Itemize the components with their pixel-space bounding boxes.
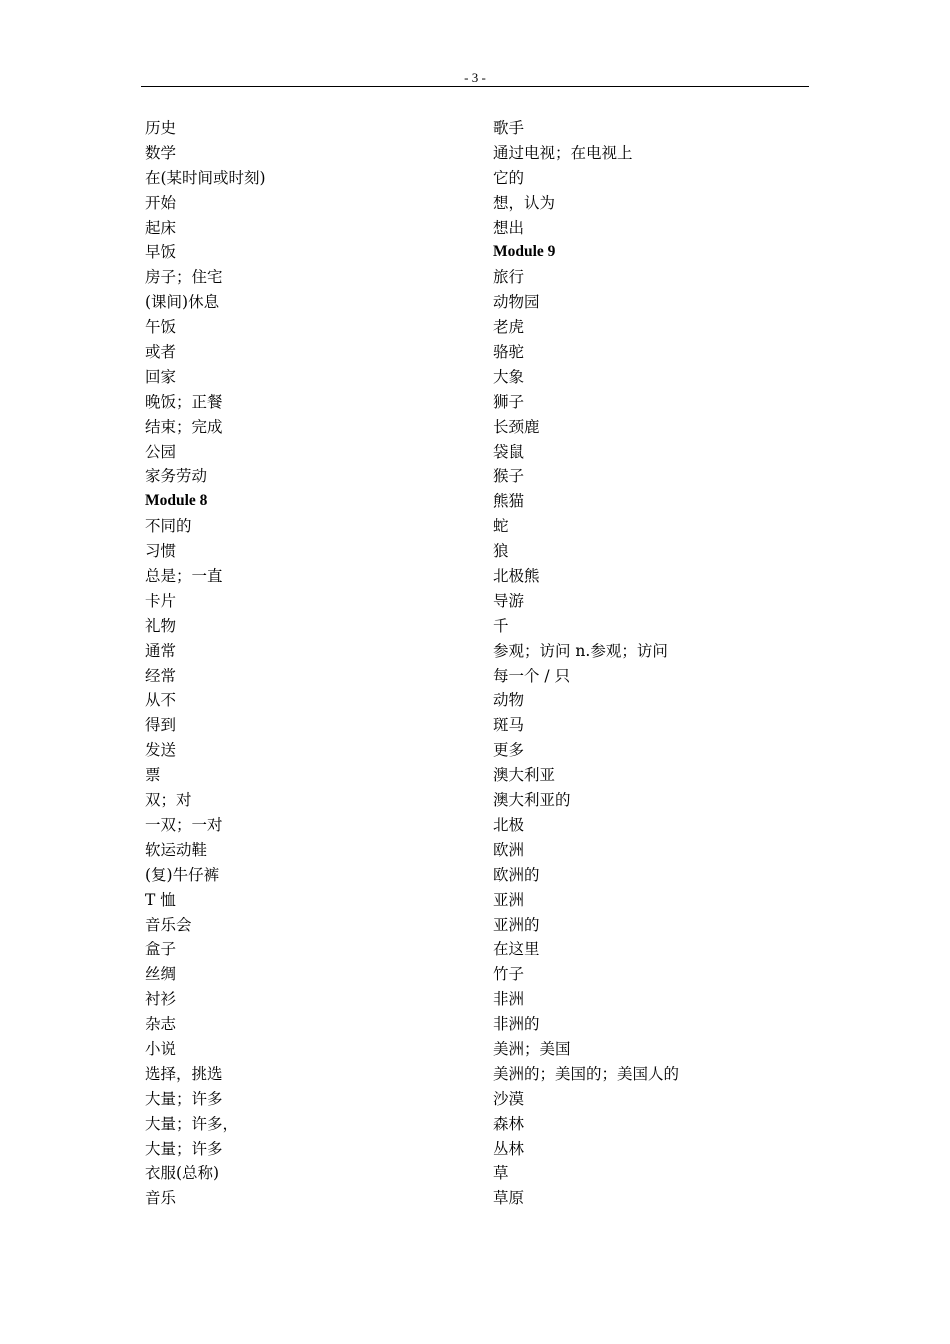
vocabulary-entry: 不同的 — [145, 517, 192, 536]
vocabulary-entry: 它的 — [493, 168, 525, 187]
vocabulary-entry: 澳大利亚 — [493, 766, 556, 785]
vocabulary-entry: 发送 — [145, 741, 177, 760]
vocabulary-entry: 衬衫 — [145, 990, 177, 1009]
vocabulary-entry: 骆驼 — [493, 343, 525, 362]
vocabulary-entry: 杂志 — [145, 1015, 177, 1034]
vocabulary-entry: 票 — [145, 766, 161, 785]
vocabulary-entry: 老虎 — [493, 318, 525, 337]
vocabulary-entry: 每一个 / 只 — [493, 666, 571, 685]
vocabulary-entry: 选择，挑选 — [145, 1064, 223, 1083]
vocabulary-entry: T 恤 — [145, 890, 176, 909]
vocabulary-entry: 欧洲 — [493, 840, 525, 859]
vocabulary-entry: 家务劳动 — [145, 467, 208, 486]
vocabulary-entry: 动物园 — [493, 293, 540, 312]
vocabulary-entry: 大量；许多， — [145, 1114, 239, 1133]
vocabulary-entry: 从不 — [145, 691, 177, 710]
vocabulary-entry: 音乐 — [145, 1189, 177, 1208]
vocabulary-entry: 亚洲 — [493, 890, 525, 909]
vocabulary-entry: 起床 — [145, 218, 177, 237]
vocabulary-entry: 午饭 — [145, 318, 177, 337]
vocabulary-entry: 通常 — [145, 641, 177, 660]
vocabulary-entry: 熊猫 — [493, 492, 525, 511]
vocabulary-entry: 动物 — [493, 691, 525, 710]
left-vocabulary-column — [145, 116, 475, 1211]
vocabulary-entry: 北极 — [493, 815, 525, 834]
vocabulary-entry: (复)牛仔裤 — [145, 865, 220, 884]
vocabulary-entry: 沙漠 — [493, 1089, 525, 1108]
vocabulary-entry: 大量；许多 — [145, 1089, 223, 1108]
vocabulary-entry: 歌手 — [493, 119, 525, 137]
vocabulary-entry: 早饭 — [145, 243, 177, 262]
vocabulary-entry: 丝绸 — [145, 965, 177, 984]
vocabulary-entry: 澳大利亚的 — [493, 791, 571, 810]
module-heading: Module 8 — [145, 492, 208, 510]
vocabulary-entry: 导游 — [493, 591, 525, 610]
vocabulary-entry: 千 — [493, 616, 509, 635]
vocabulary-entry: 在(某时间或时刻) — [145, 168, 266, 187]
vocabulary-entry: 长颈鹿 — [493, 417, 540, 436]
vocabulary-entry: 卡片 — [145, 591, 177, 610]
vocabulary-entry: 数学 — [145, 143, 177, 162]
module-heading: Module 9 — [493, 243, 556, 261]
vocabulary-entry: 结束；完成 — [145, 417, 223, 436]
vocabulary-entry: 开始 — [145, 193, 177, 212]
vocabulary-entry: 猴子 — [493, 467, 525, 486]
page-number: - 3 - — [464, 70, 486, 85]
vocabulary-entry: 欧洲的 — [493, 865, 540, 884]
vocabulary-entry: 袋鼠 — [493, 442, 525, 461]
vocabulary-entry: 经常 — [145, 666, 177, 685]
vocabulary-entry: 斑马 — [493, 716, 525, 735]
vocabulary-entry: 更多 — [493, 741, 525, 760]
vocabulary-entry: 历史 — [145, 119, 177, 137]
vocabulary-entry: 大象 — [493, 367, 525, 386]
vocabulary-entry: 公园 — [145, 442, 177, 461]
vocabulary-entry: 房子；住宅 — [145, 268, 223, 287]
vocabulary-entry: 想，认为 — [493, 193, 556, 212]
vocabulary-entry: 丛林 — [493, 1139, 525, 1158]
vocabulary-entry: 参观；访问 n.参观；访问 — [493, 641, 668, 660]
vocabulary-entry: 草 — [493, 1164, 509, 1183]
vocabulary-entry: 一双；一对 — [145, 815, 223, 834]
vocabulary-entry: 旅行 — [493, 268, 525, 287]
vocabulary-entry: 盒子 — [145, 940, 177, 959]
vocabulary-entry: 亚洲的 — [493, 915, 540, 934]
vocabulary-entry: 习惯 — [145, 542, 177, 561]
vocabulary-entry: 草原 — [493, 1189, 525, 1208]
vocabulary-entry: 北极熊 — [493, 567, 540, 586]
header-rule — [141, 86, 809, 87]
vocabulary-entry: 礼物 — [145, 616, 177, 635]
vocabulary-entry: 美洲；美国 — [493, 1039, 571, 1058]
vocabulary-entry: 非洲 — [493, 990, 525, 1009]
vocabulary-entry: 狮子 — [493, 392, 525, 411]
vocabulary-entry: 想出 — [493, 218, 525, 237]
vocabulary-entry: 总是；一直 — [145, 567, 223, 586]
vocabulary-entry: 得到 — [145, 716, 177, 735]
vocabulary-entry: 非洲的 — [493, 1015, 540, 1034]
vocabulary-entry: 在这里 — [493, 940, 540, 959]
vocabulary-entry: 小说 — [145, 1039, 177, 1058]
vocabulary-entry: 晚饭；正餐 — [145, 392, 223, 411]
vocabulary-entry: 狼 — [493, 542, 509, 561]
vocabulary-entry: 音乐会 — [145, 915, 192, 934]
vocabulary-entry: 软运动鞋 — [145, 840, 208, 859]
right-vocabulary-column — [493, 116, 809, 1211]
vocabulary-entry: (课间)休息 — [145, 293, 220, 312]
vocabulary-entry: 竹子 — [493, 965, 525, 984]
vocabulary-entry: 大量；许多 — [145, 1139, 223, 1158]
vocabulary-entry: 森林 — [493, 1114, 525, 1133]
vocabulary-entry: 衣服(总称) — [145, 1164, 220, 1183]
vocabulary-entry: 回家 — [145, 367, 177, 386]
vocabulary-entry: 美洲的；美国的；美国人的 — [493, 1064, 680, 1083]
vocabulary-entry: 双；对 — [145, 791, 192, 810]
vocabulary-entry: 蛇 — [493, 517, 509, 536]
vocabulary-entry: 通过电视；在电视上 — [493, 143, 633, 162]
vocabulary-entry: 或者 — [145, 343, 177, 362]
